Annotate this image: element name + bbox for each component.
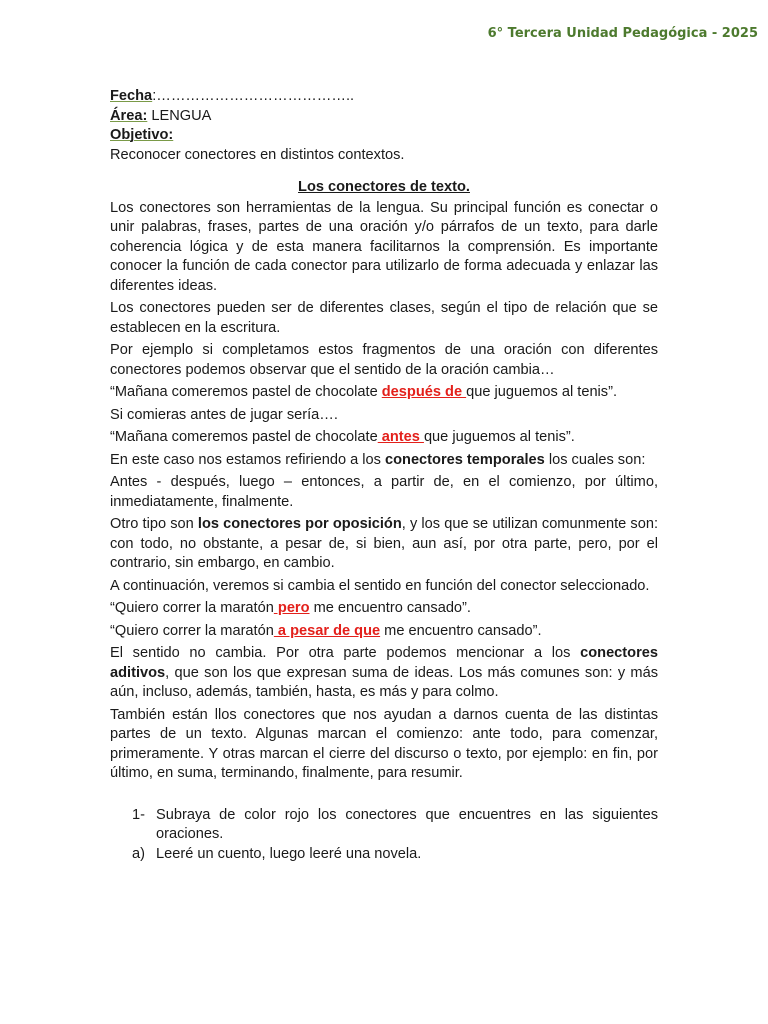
paragraph-si-comieras: Si comieras antes de jugar sería…. bbox=[110, 406, 338, 423]
paragraph-partes-texto: También están llos conectores que nos ayudan a darnos cuenta de las distintas partes de un texto. Algunas marcan el comienzo: ante todo, para comenzar, primeramente. Y otras marcan el cierre del discurso o texto, por ejemplo: en fin, por último, en suma, terminando, finalmente, para resumir. bbox=[110, 706, 658, 781]
paragraph-intro: Los conectores son herramientas de la lengua. Su principal función es conectar o unir palabras, frases, partes de una oración y/o párrafos de un texto, para darle coherencia lógica y de esta manera facilitarnos la comprensión. Es importante conocer la función de cada conector para utilizarlo de forma adecuada y enlazar las diferentes ideas. bbox=[110, 199, 658, 294]
connector-antes: antes bbox=[377, 429, 424, 445]
objetivo-text: Reconocer conectores en distintos contextos. bbox=[110, 146, 405, 163]
p9-after: , que son los que expresan suma de ideas. Los más comunes son: y más aún, incluso, además, también, hasta, es más y para colmo. bbox=[110, 664, 658, 700]
fecha-line bbox=[110, 87, 658, 107]
p5-after: los cuales son: bbox=[544, 451, 646, 468]
example-sentence-4 bbox=[110, 622, 658, 642]
connector-pero: pero bbox=[273, 600, 310, 616]
page-title: Los conectores de texto. bbox=[298, 179, 470, 195]
paragraph-continuacion: A continuación, veremos si cambia el sentido en función del conector seleccionado. bbox=[110, 577, 650, 594]
objetivo-label: Objetivo: bbox=[110, 127, 174, 143]
activity-instruction bbox=[110, 806, 658, 845]
activity-item-marker: a) bbox=[132, 845, 145, 862]
area-line bbox=[110, 107, 658, 127]
paragraph-oposicion bbox=[110, 515, 658, 574]
connector-a-pesar-de-que: a pesar de que bbox=[273, 622, 381, 639]
example-4-after: me encuentro cansado”. bbox=[380, 622, 542, 639]
paragraph-example-intro: Por ejemplo si completamos estos fragmentos de una oración con diferentes conectores podemos observar que el sentido de la oración cambia… bbox=[110, 342, 658, 378]
example-sentence-2 bbox=[110, 428, 658, 448]
term-conectores-aditivos: conectores aditivos bbox=[110, 645, 658, 681]
paragraph-temporales bbox=[110, 451, 658, 471]
fecha-dots: :………………………………….. bbox=[152, 88, 355, 104]
example-2-before: “Mañana comeremos pastel de chocolate bbox=[110, 429, 378, 445]
paragraph-classes: Los conectores pueden ser de diferentes clases, según el tipo de relación que se establecen en la escritura. bbox=[110, 300, 658, 336]
activity-text: Subraya de color rojo los conectores que encuentres en las siguientes oraciones. bbox=[156, 806, 658, 842]
fecha-label: Fecha bbox=[110, 88, 153, 104]
p9-before: El sentido no cambia. Por otra parte podemos mencionar a los bbox=[110, 645, 581, 661]
activity-item-text: Leeré un cuento, luego leeré una novela. bbox=[156, 845, 422, 862]
term-conectores-oposicion: los conectores por oposición bbox=[197, 516, 402, 532]
list-temporales: Antes - después, luego – entonces, a partir de, en el comienzo, por último, inmediatamente, finalmente. bbox=[110, 474, 658, 510]
connector-despues-de: después de bbox=[381, 384, 467, 400]
example-2-after: que juguemos al tenis”. bbox=[423, 429, 575, 445]
example-sentence-3 bbox=[110, 599, 658, 619]
example-1-before: “Mañana comeremos pastel de chocolate bbox=[110, 384, 382, 400]
p7-before: Otro tipo son bbox=[110, 516, 198, 532]
area-label: Área: bbox=[110, 107, 148, 124]
p5-before: En este caso nos estamos refiriendo a los bbox=[110, 451, 385, 468]
objetivo-line bbox=[110, 126, 658, 146]
term-conectores-temporales: conectores temporales bbox=[385, 451, 545, 468]
worksheet-body bbox=[110, 87, 658, 864]
example-3-before: “Quiero correr la maratón bbox=[110, 600, 274, 616]
example-3-after: me encuentro cansado”. bbox=[309, 600, 471, 616]
activity-item-a bbox=[110, 845, 658, 865]
paragraph-aditivos bbox=[110, 644, 658, 703]
area-value: LENGUA bbox=[147, 107, 212, 124]
example-1-after: que juguemos al tenis”. bbox=[466, 384, 618, 400]
example-4-before: “Quiero correr la maratón bbox=[110, 622, 274, 639]
activity-number: 1- bbox=[132, 806, 145, 823]
example-sentence-1 bbox=[110, 383, 658, 403]
header-note: 6° Tercera Unidad Pedagógica - 2025 bbox=[487, 26, 758, 41]
p7-after: , y los que se utilizan comunmente son: con todo, no obstante, a pesar de, si bien, aun así, por otra parte, pero, por el contrario, sin embargo, en cambio. bbox=[110, 516, 658, 571]
